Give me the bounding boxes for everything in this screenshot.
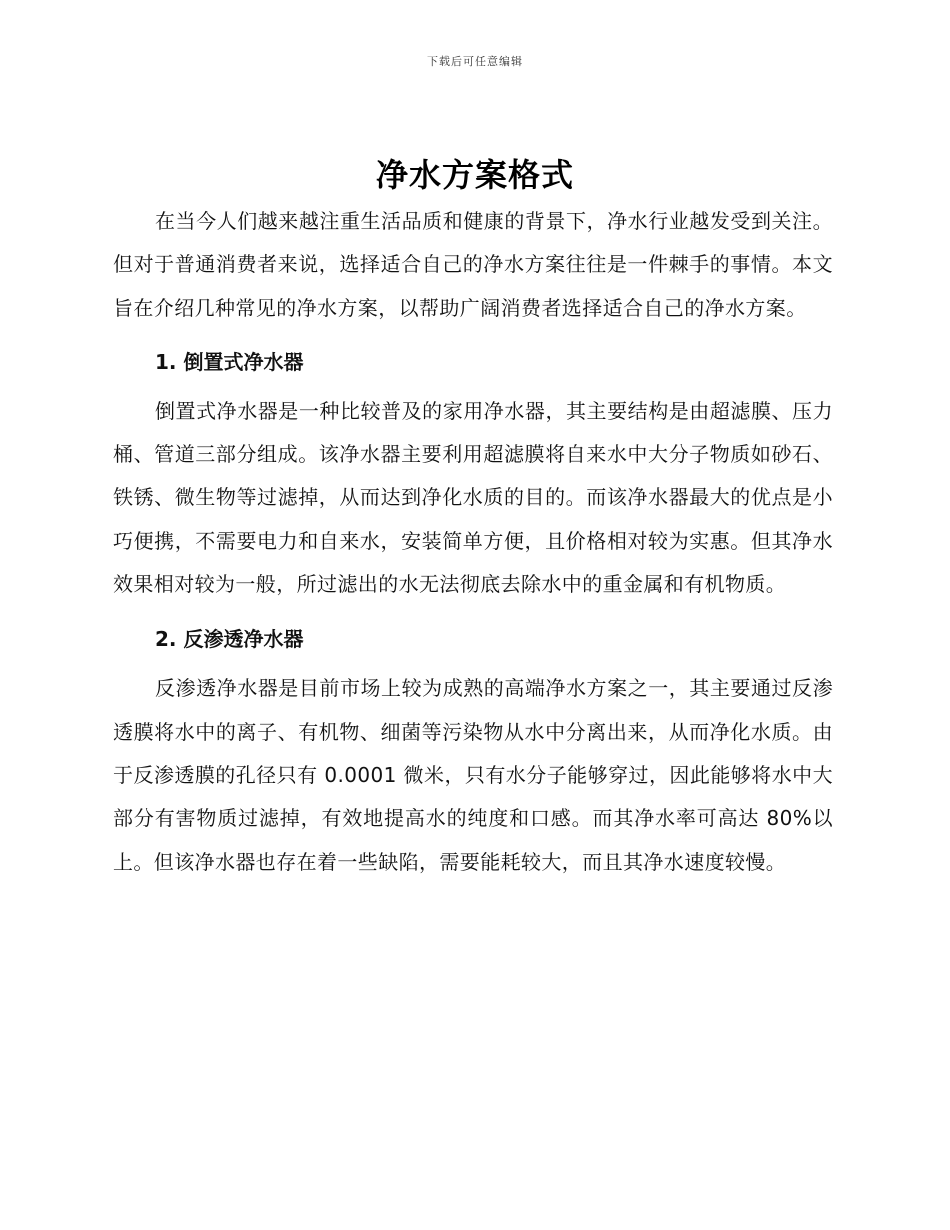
- section-body-reverse-osmosis: 反渗透净水器是目前市场上较为成熟的高端净水方案之一，其主要通过反渗透膜将水中的离子、有机物、细菌等污染物从水中分离出来，从而净化水质。由于反渗透膜的孔径只有 0.0001 微米，只有水分子能够穿过，因此能够将水中大部分有害物质过滤掉，有效地提高水的纯度和口感。而其净水率可高达 80%以上。但该净水器也存在着一些缺陷，需要能耗较大，而且其净水速度较慢。: [113, 676, 833, 874]
- document-title: 净水方案格式: [375, 156, 574, 194]
- section-heading-inverted-purifier: 1. 倒置式净水器: [155, 349, 304, 374]
- intro-paragraph: 在当今人们越来越注重生活品质和健康的背景下，净水行业越发受到关注。但对于普通消费者来说，选择适合自己的净水方案往往是一件棘手的事情。本文旨在介绍几种常见的净水方案，以帮助广阔消费者选择适合自己的净水方案。: [113, 209, 833, 320]
- section-heading-reverse-osmosis: 2. 反渗透净水器: [155, 627, 304, 652]
- section-body-inverted-purifier: 倒置式净水器是一种比较普及的家用净水器，其主要结构是由超滤膜、压力桶、管道三部分组成。该净水器主要利用超滤膜将自来水中大分子物质如砂石、铁锈、微生物等过滤掉，从而达到净化水质的目的。而该净水器最大的优点是小巧便携，不需要电力和自来水，安装简单方便，且价格相对较为实惠。但其净水效果相对较为一般，所过滤出的水无法彻底去除水中的重金属和有机物质。: [113, 398, 833, 597]
- document-body: [113, 200, 833, 884]
- header-note: 下载后可任意编辑: [427, 55, 523, 68]
